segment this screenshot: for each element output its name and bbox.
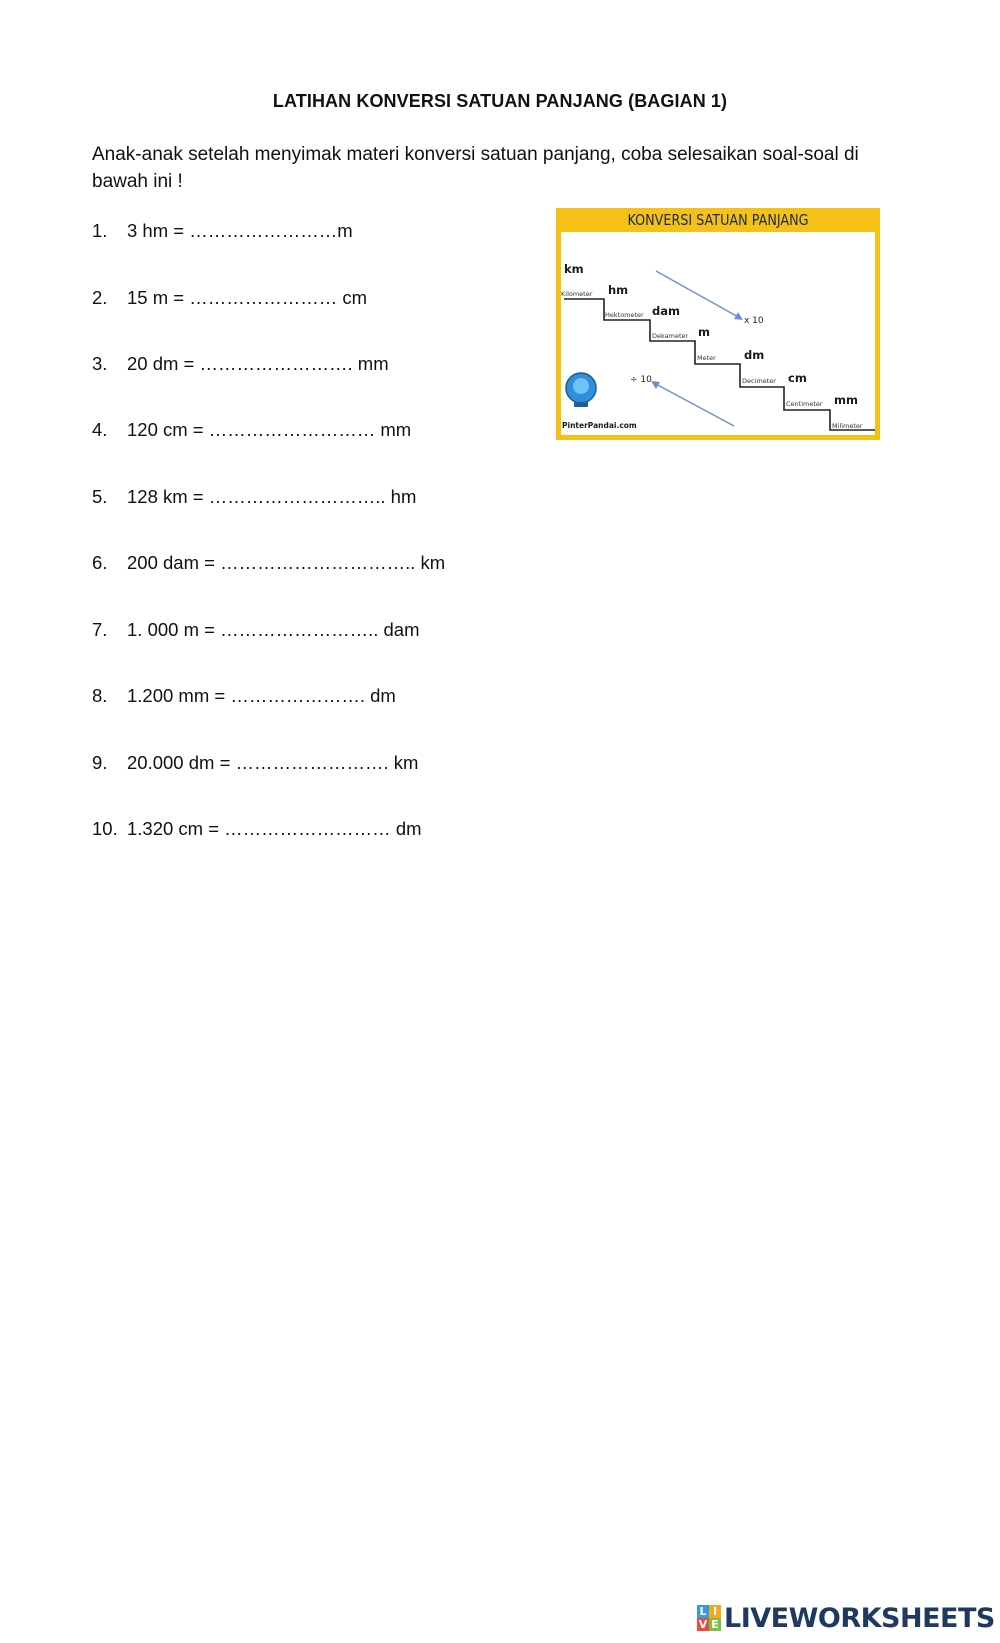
figure-title: KONVERSI SATUAN PANJANG — [627, 211, 809, 229]
question-number: 1. — [92, 220, 108, 241]
logo-letter: I — [709, 1605, 721, 1618]
question-item — [92, 619, 419, 641]
question-text: 3 hm = ……………………m — [127, 220, 353, 241]
question-text: 128 km = ……………………….. hm — [127, 486, 417, 507]
question-item — [92, 552, 445, 574]
question-item — [92, 752, 418, 774]
question-number: 6. — [92, 552, 108, 573]
divide-arrow — [654, 383, 734, 426]
step-name-kilometer: Kilometer — [561, 290, 593, 298]
question-item — [92, 287, 367, 309]
multiply-label: x 10 — [744, 316, 764, 326]
question-item — [92, 220, 353, 242]
question-item — [92, 685, 396, 707]
question-number: 9. — [92, 752, 108, 773]
divide-label: ÷ 10 — [630, 375, 652, 385]
question-number: 4. — [92, 419, 108, 440]
logo-letter: E — [709, 1618, 721, 1631]
worksheet-title: LATIHAN KONVERSI SATUAN PANJANG (BAGIAN 1) — [272, 91, 728, 111]
step-name-decimeter: Decimeter — [742, 377, 776, 385]
question-text: 15 m = …………………… cm — [127, 287, 368, 308]
step-name-dekameter: Dekameter — [652, 332, 689, 340]
question-number: 3. — [92, 353, 108, 374]
question-text: 200 dam = ………………………….. km — [127, 552, 446, 573]
liveworksheets-logo-icon — [697, 1605, 721, 1631]
question-number: 2. — [92, 287, 108, 308]
question-item — [92, 353, 389, 375]
question-text: 120 cm = ……………………… mm — [127, 419, 412, 440]
question-text: 20.000 dm = ……………………. km — [127, 752, 419, 773]
question-item — [92, 818, 422, 840]
question-item — [92, 419, 411, 441]
conversion-staircase — [556, 208, 880, 440]
step-name-centimeter: Centimeter — [786, 400, 823, 408]
step-abbr-m: m — [698, 325, 710, 339]
step-abbr-km: km — [564, 262, 584, 276]
question-number: 5. — [92, 486, 108, 507]
intro-text: Anak-anak setelah menyimak materi konversi satuan panjang, coba selesaikan soal-soal di bawah ini ! — [92, 144, 859, 192]
pinterpandai-logo-icon — [566, 373, 596, 407]
figure-source: PinterPandai.com — [562, 421, 637, 430]
logo-text: LIVEWORKSHEETS — [724, 1602, 995, 1634]
question-text: 1.320 cm = ……………………… dm — [127, 818, 422, 839]
step-name-hektometer: Hektometer — [605, 311, 644, 319]
logo-letter: L — [697, 1605, 709, 1618]
step-name-milimeter: Milimeter — [832, 422, 863, 430]
question-number: 8. — [92, 685, 108, 706]
logo-letter: V — [698, 1618, 708, 1631]
question-item — [92, 486, 416, 508]
liveworksheets-logo — [697, 1603, 995, 1633]
step-abbr-dm: dm — [744, 348, 765, 362]
question-number: 10. — [92, 818, 118, 839]
question-text: 1. 000 m = …………………….. dam — [127, 619, 420, 640]
question-text: 1.200 mm = …………………. dm — [127, 685, 396, 706]
step-abbr-cm: cm — [788, 371, 807, 385]
step-abbr-mm: mm — [834, 393, 858, 407]
question-number: 7. — [92, 619, 108, 640]
step-abbr-dam: dam — [652, 304, 680, 318]
step-name-meter: Meter — [697, 354, 716, 362]
question-text: 20 dm = ……………………. mm — [127, 353, 389, 374]
step-abbr-hm: hm — [608, 283, 629, 297]
